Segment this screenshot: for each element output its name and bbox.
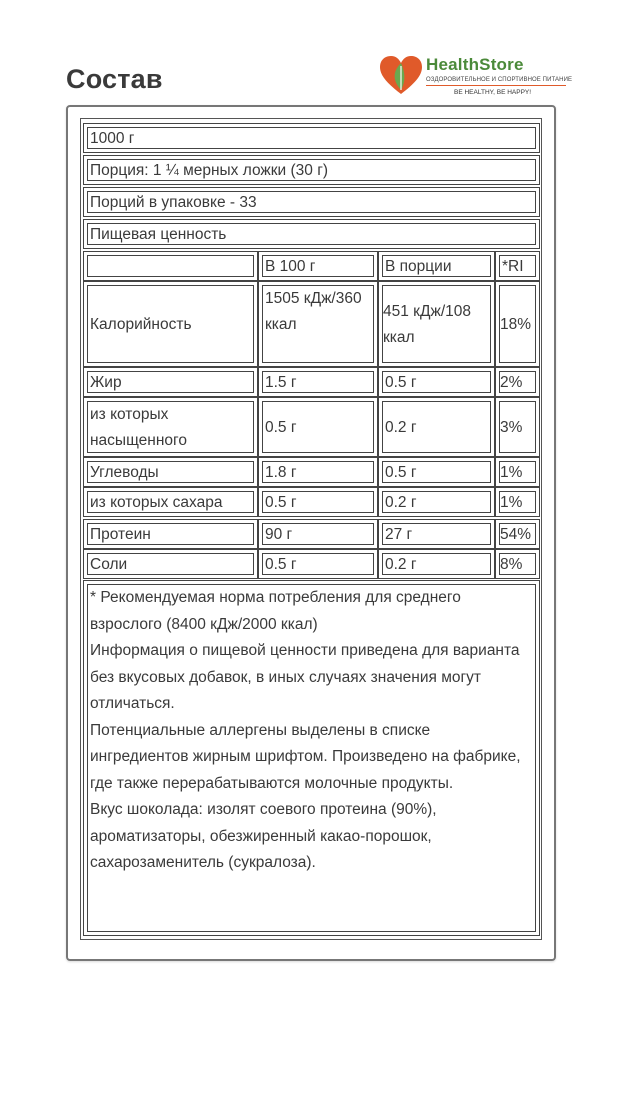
nutrient-portion-cell: 0.5 г — [378, 457, 495, 487]
nutrient-portion-cell: 0.2 г — [378, 487, 495, 517]
notes-text — [90, 585, 530, 877]
nutrient-name-cell: из которых сахара — [83, 487, 258, 517]
nutrient-name-cell: Протеин — [83, 519, 258, 549]
nutrient-name-cell: Калорийность — [83, 281, 258, 367]
allergen-note: Потенциальные аллергены выделены в списке ингредиентов жирным шрифтом. Произведено на фабрике, где также перерабатываются молочные продукты. — [90, 721, 521, 792]
header-blank-cell — [83, 251, 258, 281]
nutrient-name-cell: Жир — [83, 367, 258, 397]
nutrient-ri-cell: 3% — [495, 397, 540, 457]
nutrition-value-row: Пищевая ценность — [83, 219, 540, 249]
nutrient-ri-cell: 54% — [495, 519, 540, 549]
nutrient-ri-cell: 18% — [495, 281, 540, 367]
notes-cell — [83, 580, 540, 936]
flavour-note: Информация о пищевой ценности приведена для варианта без вкусовых добавок, в иных случаях значения могут отличаться. — [90, 642, 520, 712]
nutrient-name-cell: Углеводы — [83, 457, 258, 487]
nutrient-ri-cell: 1% — [495, 487, 540, 517]
header-per100-cell: В 100 г — [258, 251, 378, 281]
nutrient-per100-cell: 0.5 г — [258, 549, 378, 579]
nutrient-per100-cell: 0.5 г — [258, 487, 378, 517]
header-ri-cell: *RI — [495, 251, 540, 281]
nutrient-portion-cell: 451 кДж/108 ккал — [378, 281, 495, 367]
logo-divider — [426, 85, 566, 86]
logo-subtitle: ОЗДОРОВИТЕЛЬНОЕ И СПОРТИВНОЕ ПИТАНИЕ — [426, 77, 573, 83]
nutrient-per100-cell: 0.5 г — [258, 397, 378, 457]
nutrient-portion-cell: 0.2 г — [378, 549, 495, 579]
serving-row: Порция: 1 ¼ мерных ложки (30 г) — [83, 155, 540, 185]
nutrient-name-cell: из которых насыщенного — [83, 397, 258, 457]
nutrient-portion-cell: 0.2 г — [378, 397, 495, 457]
nutrient-ri-cell: 1% — [495, 457, 540, 487]
nutrient-per100-cell: 1.8 г — [258, 457, 378, 487]
nutrient-ri-cell: 2% — [495, 367, 540, 397]
nutrient-ri-cell: 8% — [495, 549, 540, 579]
nutrient-per100-cell: 1.5 г — [258, 367, 378, 397]
nutrient-portion-cell: 0.5 г — [378, 367, 495, 397]
weight-row: 1000 г — [83, 123, 540, 153]
header-portion-cell: В порции — [378, 251, 495, 281]
ingredients-note: Вкус шоколада: изолят соевого протеина (90%), ароматизаторы, обезжиренный какао-порошок, сахарозаменитель (сукралоза). — [90, 801, 437, 871]
healthstore-logo — [378, 52, 573, 100]
heart-leaf-logo-icon — [378, 54, 424, 98]
nutrient-per100-cell: 1505 кДж/360 ккал — [258, 281, 378, 367]
servings-count-row: Порций в упаковке - 33 — [83, 187, 540, 217]
nutrient-name-cell: Соли — [83, 549, 258, 579]
logo-name: HealthStore — [426, 55, 524, 74]
nutrient-per100-cell: 90 г — [258, 519, 378, 549]
nutrient-portion-cell: 27 г — [378, 519, 495, 549]
logo-slogan: BE HEALTHY, BE HAPPY! — [454, 89, 532, 96]
ri-footnote: * Рекомендуемая норма потребления для среднего взрослого (8400 кДж/2000 ккал) — [90, 589, 461, 633]
page-title: Состав — [66, 64, 163, 94]
